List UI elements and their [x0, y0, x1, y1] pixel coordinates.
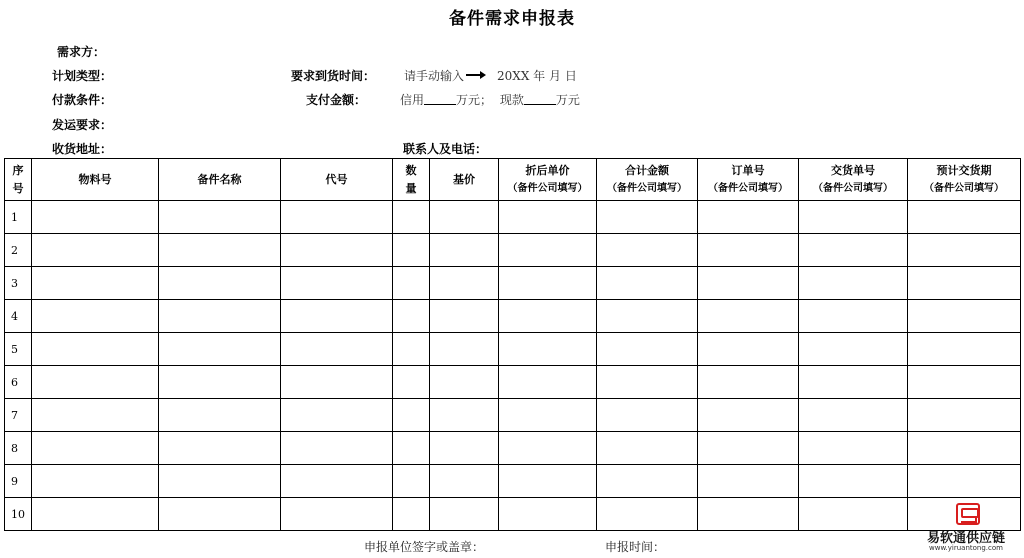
header-delivery-no: 交货单号 （备件公司填写）: [799, 159, 908, 201]
table-cell[interactable]: [698, 366, 799, 399]
table-cell[interactable]: [281, 300, 393, 333]
header-order-no: 订单号 （备件公司填写）: [698, 159, 799, 201]
table-cell[interactable]: [908, 300, 1021, 333]
row-number: 7: [5, 399, 32, 432]
table-cell[interactable]: [908, 267, 1021, 300]
table-row: [5, 366, 1021, 399]
table-cell[interactable]: [281, 399, 393, 432]
table-cell[interactable]: [499, 267, 597, 300]
row-number: 4: [5, 300, 32, 333]
table-cell[interactable]: [499, 498, 597, 531]
table-cell[interactable]: [799, 300, 908, 333]
table-cell[interactable]: [597, 432, 698, 465]
table-cell[interactable]: [799, 366, 908, 399]
arrow-right-icon: [466, 74, 484, 76]
table-cell[interactable]: [698, 234, 799, 267]
table-cell[interactable]: [799, 267, 908, 300]
table-cell[interactable]: [799, 333, 908, 366]
row-number: 8: [5, 432, 32, 465]
table-cell[interactable]: [159, 498, 281, 531]
table-cell[interactable]: [430, 465, 499, 498]
table-cell[interactable]: [908, 201, 1021, 234]
table-row: [5, 465, 1021, 498]
table-cell[interactable]: [159, 366, 281, 399]
table-cell[interactable]: [32, 267, 159, 300]
table-cell[interactable]: [159, 234, 281, 267]
credit-unit: 万元；: [456, 93, 493, 107]
table-cell[interactable]: [393, 432, 430, 465]
table-cell[interactable]: [698, 201, 799, 234]
table-cell[interactable]: [281, 465, 393, 498]
signature-label: 申报单位签字或盖章：: [364, 540, 485, 554]
table-cell[interactable]: [499, 399, 597, 432]
header-seq: 序 号: [5, 159, 32, 201]
table-cell[interactable]: [597, 465, 698, 498]
arrival-date-value: 20XX 年 月 日: [497, 69, 577, 83]
arrival-time-label: 要求到货时间：: [291, 69, 376, 83]
table-cell[interactable]: [159, 399, 281, 432]
table-cell[interactable]: [597, 333, 698, 366]
company-logo: [912, 503, 1020, 555]
table-cell[interactable]: [698, 432, 799, 465]
table-cell[interactable]: [499, 465, 597, 498]
table-cell[interactable]: [597, 201, 698, 234]
table-cell[interactable]: [281, 267, 393, 300]
table-cell[interactable]: [908, 432, 1021, 465]
cash-blank[interactable]: [524, 93, 556, 105]
header-material-no: 物料号: [32, 159, 159, 201]
table-cell[interactable]: [393, 366, 430, 399]
cash-label: 现款: [499, 93, 524, 107]
table-cell[interactable]: [32, 366, 159, 399]
shipping-req-label: 发运要求：: [52, 118, 113, 132]
table-cell[interactable]: [430, 498, 499, 531]
table-row: [5, 201, 1021, 234]
table-cell[interactable]: [698, 267, 799, 300]
table-cell[interactable]: [159, 465, 281, 498]
table-cell[interactable]: [799, 399, 908, 432]
header-part-name: 备件名称: [159, 159, 281, 201]
row-number: 9: [5, 465, 32, 498]
table-cell[interactable]: [159, 432, 281, 465]
table-cell[interactable]: [698, 498, 799, 531]
table-cell[interactable]: [159, 201, 281, 234]
table-cell[interactable]: [32, 234, 159, 267]
payment-amount-input[interactable]: [400, 91, 580, 108]
table-cell[interactable]: [393, 498, 430, 531]
table-cell[interactable]: [393, 300, 430, 333]
row-number: 3: [5, 267, 32, 300]
arrival-hint-text: 请手动输入: [404, 69, 465, 83]
table-row: [5, 333, 1021, 366]
table-cell[interactable]: [430, 201, 499, 234]
arrival-time-input[interactable]: [404, 67, 577, 84]
table-cell[interactable]: [698, 465, 799, 498]
table-cell[interactable]: [393, 234, 430, 267]
table-cell[interactable]: [799, 498, 908, 531]
table-cell[interactable]: [499, 432, 597, 465]
table-row: [5, 267, 1021, 300]
table-cell[interactable]: [908, 234, 1021, 267]
row-number: 10: [5, 498, 32, 531]
cash-unit: 万元: [555, 93, 580, 107]
table-cell[interactable]: [393, 465, 430, 498]
demander-label: 需求方：: [57, 45, 106, 59]
table-cell[interactable]: [698, 399, 799, 432]
table-cell[interactable]: [799, 201, 908, 234]
table-cell[interactable]: [159, 300, 281, 333]
parts-table: [4, 158, 1021, 531]
logo-mark-icon: [956, 503, 980, 525]
table-cell[interactable]: [908, 333, 1021, 366]
row-number: 6: [5, 366, 32, 399]
table-row: [5, 498, 1021, 531]
header-code: 代号: [281, 159, 393, 201]
table-cell[interactable]: [597, 300, 698, 333]
contact-label: 联系人及电话：: [403, 142, 488, 156]
table-cell[interactable]: [597, 399, 698, 432]
table-cell[interactable]: [597, 234, 698, 267]
credit-label: 信用: [400, 93, 425, 107]
table-cell[interactable]: [430, 234, 499, 267]
table-cell[interactable]: [908, 399, 1021, 432]
table-cell[interactable]: [159, 333, 281, 366]
header-base-price: 基价: [430, 159, 499, 201]
table-cell[interactable]: [32, 300, 159, 333]
table-cell[interactable]: [799, 234, 908, 267]
table-cell[interactable]: [430, 432, 499, 465]
receive-addr-label: 收货地址：: [52, 142, 113, 156]
header-qty: 数 量: [393, 159, 430, 201]
payment-amount-label: 支付金额：: [306, 93, 367, 107]
table-cell[interactable]: [430, 366, 499, 399]
header-discount-price: 折后单价 （备件公司填写）: [499, 159, 597, 201]
table-cell[interactable]: [908, 465, 1021, 498]
table-cell[interactable]: [597, 498, 698, 531]
row-number: 1: [5, 201, 32, 234]
table-cell[interactable]: [393, 399, 430, 432]
table-row: [5, 399, 1021, 432]
table-body: [5, 201, 1021, 531]
header-total-amount: 合计金额 （备件公司填写）: [597, 159, 698, 201]
table-cell[interactable]: [499, 366, 597, 399]
table-cell[interactable]: [281, 201, 393, 234]
table-cell[interactable]: [281, 498, 393, 531]
header-expected-date: 预计交货期 （备件公司填写）: [908, 159, 1021, 201]
credit-blank[interactable]: [424, 93, 456, 105]
table-cell[interactable]: [281, 366, 393, 399]
table-cell[interactable]: [799, 465, 908, 498]
table-row: [5, 234, 1021, 267]
logo-url: www.yiruantong.com: [929, 544, 1003, 552]
table-cell[interactable]: [430, 333, 499, 366]
payment-terms-label: 付款条件：: [52, 93, 113, 107]
logo-name: 易软通供应链: [926, 531, 1005, 546]
table-cell[interactable]: [499, 333, 597, 366]
table-cell[interactable]: [281, 333, 393, 366]
table-cell[interactable]: [393, 201, 430, 234]
table-cell[interactable]: [159, 267, 281, 300]
table-cell[interactable]: [32, 399, 159, 432]
table-cell[interactable]: [430, 267, 499, 300]
table-cell[interactable]: [393, 267, 430, 300]
table-cell[interactable]: [799, 432, 908, 465]
row-number: 2: [5, 234, 32, 267]
row-number: 5: [5, 333, 32, 366]
table-cell[interactable]: [281, 432, 393, 465]
table-cell[interactable]: [32, 333, 159, 366]
table-cell[interactable]: [597, 366, 698, 399]
table-cell[interactable]: [32, 201, 159, 234]
table-cell[interactable]: [499, 300, 597, 333]
table-header-row: [5, 159, 1021, 201]
table-cell[interactable]: [393, 333, 430, 366]
table-cell[interactable]: [32, 432, 159, 465]
table-cell[interactable]: [698, 333, 799, 366]
report-time-label: 申报时间：: [605, 540, 666, 554]
table-cell[interactable]: [430, 399, 499, 432]
table-cell[interactable]: [908, 366, 1021, 399]
table-cell[interactable]: [32, 498, 159, 531]
table-cell[interactable]: [499, 201, 597, 234]
form-title: 备件需求申报表: [449, 9, 575, 29]
table-row: [5, 432, 1021, 465]
table-cell[interactable]: [32, 465, 159, 498]
table-cell[interactable]: [430, 300, 499, 333]
plan-type-label: 计划类型：: [52, 69, 113, 83]
table-cell[interactable]: [698, 300, 799, 333]
table-cell[interactable]: [281, 234, 393, 267]
table-cell[interactable]: [597, 267, 698, 300]
table-cell[interactable]: [499, 234, 597, 267]
table-row: [5, 300, 1021, 333]
